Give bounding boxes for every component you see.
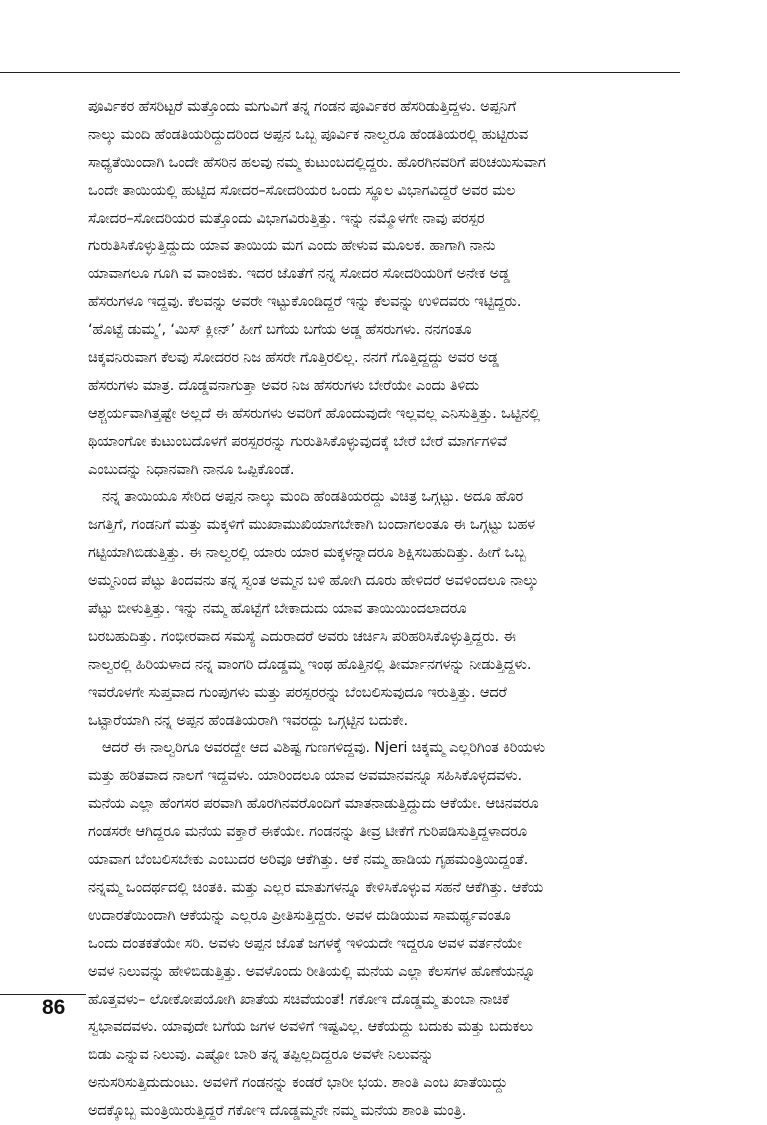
text-line: ಸಾಧ್ಯತೆಯಿಂದಾಗಿ ಒಂದೇ ಹೆಸರಿನ ಹಲವು ನಮ್ಮ ಕುಟುಂಬದಲ್ಲಿದ್ದರು. ಹೊರಗಿನವರಿಗೆ ಪರಿಚಯಿಸುವಾಗ <box>88 153 546 171</box>
text-line: ಯಾವಾಗಲೂ ಗೂಗಿ ವ ವಾಂಜಿಕು. ಇದರ ಜೊತೆಗೆ ನನ್ನ ಸೋದರ ಸೋದರಿಯರಿಗೆ ಅನೇಕ ಅಡ್ಡ <box>88 265 510 283</box>
text-line: ಹೆಸರುಗಳೂ ಇದ್ದವು. ಕೆಲವನ್ನು ಅವರೇ ಇಟ್ಟುಕೊಂಡಿದ್ದರೆ ಇನ್ನು ಕೆಲವನ್ನು ಉಳಿದವರು ಇಟ್ಟಿದ್ದರು. <box>88 293 522 311</box>
text-line: ನನ್ನಮ್ಮ ಒಂದರ್ಥದಲ್ಲಿ ಚಿಂತಕಿ. ಮತ್ತು ಎಲ್ಲರ ಮಾತುಗಳನ್ನೂ ಕೇಳಿಸಿಕೊಳ್ಳುವ ಸಹನೆ ಆಕೆಗಿತ್ತು. ಆಕೆಯ <box>88 878 544 896</box>
text-line: ಅದಕ್ಕೊಬ್ಬ ಮಂತ್ರಿಯಿರುತ್ತಿದ್ದರೆ ಗಕೋಇ ದೊಡ್ಡಮ್ಮನೇ ನಮ್ಮ ಮನೆಯ ಶಾಂತಿ ಮಂತ್ರಿ. <box>88 1102 467 1120</box>
text-line: ಚಿಕ್ಕವನಿರುವಾಗ ಕೆಲವು ಸೋದರರ ನಿಜ ಹೆಸರೇ ಗೊತ್ತಿರಲಿಲ್ಲ. ನನಗೆ ಗೊತ್ತಿದ್ದದ್ದು ಅವರ ಅಡ್ಡ <box>88 349 499 367</box>
text-line: ಮನೆಯ ಎಲ್ಲಾ ಹೆಂಗಸರ ಪರವಾಗಿ ಹೊರಗಿನವರೊಂದಿಗೆ ಮಾತನಾಡುತ್ತಿದ್ದುದು ಆಕೆಯೇ. ಆಚಿನವರೂ <box>88 795 539 813</box>
text-line: ಸೋದರ–ಸೋದರಿಯರ ಮತ್ತೊಂದು ವಿಭಾಗವಿರುತ್ತಿತ್ತು. ಇನ್ನು ನಮ್ಮೊಳಗೇ ನಾವು ಪರಸ್ಪರ <box>88 209 485 227</box>
paragraph <box>88 734 676 1124</box>
text-line: ಪೂರ್ವಿಕರ ಹೆಸರಿಟ್ಟರೆ ಮತ್ತೊಂದು ಮಗುವಿಗೆ ತನ್ನ ಗಂಡನ ಪೂರ್ವಿಕರ ಹೆಸರಿಡುತ್ತಿದ್ದಳು. ಅಪ್ಪನಿಗೆ <box>88 98 516 115</box>
text-line: ಹೆಸರುಗಳು ಮಾತ್ರ. ದೊಡ್ಡವನಾಗುತ್ತಾ ಅವರ ನಿಜ ಹೆಸರುಗಳು ಬೇರೆಯೇ ಎಂದು ತಿಳಿದು <box>88 376 479 394</box>
text-line: ನನ್ನ ತಾಯಿಯೂ ಸೇರಿದ ಅಪ್ಪನ ನಾಲ್ಕು ಮಂದಿ ಹೆಂಡತಿಯರದ್ದು ವಿಚಿತ್ರ ಒಗ್ಗಟ್ಟು. ಅದೂ ಹೊರ <box>102 488 524 506</box>
header-rule <box>0 72 680 73</box>
text-line: ನಾಲ್ಕು ಮಂದಿ ಹೆಂಡತಿಯರಿದ್ದುದರಿಂದ ಅಪ್ಪನ ಒಬ್ಬ ಪೂರ್ವಿಕ ನಾಲ್ವರೂ ಹೆಂಡತಿಯರಲ್ಲಿ ಹುಟ್ಟಿರುವ <box>88 125 529 143</box>
text-line: ಇವರೊಳಗೇ ಸುಪ್ತವಾದ ಗುಂಪುಗಳು ಮತ್ತು ಪರಸ್ಪರರನ್ನು ಬೆಂಬಲಿಸುವುದೂ ಇರುತ್ತಿತ್ತು. ಆದರೆ <box>88 683 507 701</box>
text-line: ಪೆಟ್ಟು ಬೀಳುತ್ತಿತ್ತು. ಇನ್ನು ನಮ್ಮ ಹೊಟ್ಟೆಗೆ ಬೇಕಾದುದು ಯಾವ ತಾಯಿಯಿಂದಲಾದರೂ <box>88 600 467 618</box>
text-line: ಗುರುತಿಸಿಕೊಳ್ಳುತ್ತಿದ್ದುದು ಯಾವ ತಾಯಿಯ ಮಗ ಎಂದು ಹೇಳುವ ಮೂಲಕ. ಹಾಗಾಗಿ ನಾನು <box>88 237 496 255</box>
text-line: ಆಶ್ಚರ್ಯವಾಗಿತ್ತಷ್ಟೇ ಅಲ್ಲದೆ ಈ ಹೆಸರುಗಳು ಅವರಿಗೆ ಹೊಂದುವುದೇ ಇಲ್ಲವಲ್ಲ ಎನಿಸುತ್ತಿತ್ತು. ಒಟ್ಟಿನಲ್ಲಿ <box>88 404 540 422</box>
paragraph <box>88 93 676 483</box>
text-line: ಮತ್ತು ಹರಿತವಾದ ನಾಲಗೆ ಇದ್ದವಳು. ಯಾರಿಂದಲೂ ಯಾವ ಅವಮಾನವನ್ನೂ ಸಹಿಸಿಕೊಳ್ಳದವಳು. <box>88 767 522 785</box>
footer-rule <box>0 994 86 995</box>
text-line: ನಾಲ್ವರಲ್ಲಿ ಹಿರಿಯಳಾದ ನನ್ನ ವಾಂಗರಿ ದೊಡ್ಡಮ್ಮ ಇಂಥ ಹೊತ್ತಿನಲ್ಲಿ ತೀರ್ಮಾನಗಳನ್ನು ನೀಡುತ್ತಿದ್ದಳು. <box>88 655 532 673</box>
text-line: ಗಂಡಸರೇ ಆಗಿದ್ದರೂ ಮನೆಯ ವಕ್ತಾರೆ ಈಕೆಯೇ. ಗಂಡನನ್ನು ತೀವ್ರ ಟೀಕೆಗೆ ಗುರಿಪಡಿಸುತ್ತಿದ್ದಳಾದರೂ <box>88 823 527 841</box>
paragraph <box>88 483 676 734</box>
text-line: ಗಟ್ಟಿಯಾಗಿಬಿಡುತ್ತಿತ್ತು. ಈ ನಾಲ್ವರಲ್ಲಿ ಯಾರು ಯಾರ ಮಕ್ಕಳನ್ನಾದರೂ ಶಿಕ್ಷಿಸಬಹುದಿತ್ತು. ಹೀಗೆ ಒಬ್ಬ <box>88 544 526 562</box>
text-line: ಅನುಸರಿಸುತ್ತಿದುದುಂಟು. ಅವಳಿಗೆ ಗಂಡನನ್ನು ಕಂಡರೆ ಭಾರೀ ಭಯ. ಶಾಂತಿ ಎಂಬ ಖಾತೆಯಿದ್ದು <box>88 1074 508 1092</box>
text-line: ಜಗತ್ತಿಗೆ, ಗಂಡನಿಗೆ ಮತ್ತು ಮಕ್ಕಳಿಗೆ ಮುಖಾಮುಖಿಯಾಗಬೇಕಾಗಿ ಬಂದಾಗಲಂತೂ ಈ ಒಗ್ಗಟ್ಟು ಬಹಳ <box>88 516 535 534</box>
text-line: ಎಂಬುದನ್ನು ನಿಧಾನವಾಗಿ ನಾನೂ ಒಪ್ಪಿಕೊಂಡೆ. <box>88 460 295 478</box>
text-line: ಉದಾರತೆಯಿಂದಾಗಿ ಆಕೆಯನ್ನು ಎಲ್ಲರೂ ಪ್ರೀತಿಸುತ್ತಿದ್ದರು. ಅವಳ ದುಡಿಯುವ ಸಾಮರ್ಥ್ಯವಂತೂ <box>88 906 511 924</box>
text-line: ಅವಳ ನಿಲುವನ್ನು ಹೇಳಿಬಿಡುತ್ತಿತ್ತು. ಅವಳೊಂದು ರೀತಿಯಲ್ಲಿ ಮನೆಯ ಎಲ್ಲಾ ಕೆಲಸಗಳ ಹೊಣೆಯನ್ನೂ <box>88 962 536 980</box>
text-line: ‘ಹೊಟ್ಟೆ ಡುಮ್ಮ’, ‘ಮಿಸ್ ಕ್ಲೀನ್’ ಹೀಗೆ ಬಗೆಯ ಬಗೆಯ ಅಡ್ಡ ಹೆಸರುಗಳು. ನನಗಂತೂ <box>88 321 472 339</box>
text-line: ಸ್ವಭಾವದವಳು. ಯಾವುದೇ ಬಗೆಯ ಜಗಳ ಅವಳಿಗೆ ಇಷ್ಟವಿಲ್ಲ. ಆಕೆಯದ್ದು ಬದುಕು ಮತ್ತು ಬದುಕಲು <box>88 1018 533 1036</box>
text-line: ಒಂದು ದಂತಕತೆಯೇ ಸರಿ. ಅವಳು ಅಪ್ಪನ ಜೊತೆ ಜಗಳಕ್ಕೆ ಇಳಿಯದೇ ಇದ್ದರೂ ಅವಳ ವರ್ತನೆಯೇ <box>88 934 522 952</box>
text-line: ಬರಬಹುದಿತ್ತು. ಗಂಭೀರವಾದ ಸಮಸ್ಯೆ ಎದುರಾದರೆ ಅವರು ಚರ್ಚಿಸಿ ಪರಿಹರಿಸಿಕೊಳ್ಳುತ್ತಿದ್ದರು. ಈ <box>88 627 516 645</box>
text-line: ಒಂದೇ ತಾಯಿಯಲ್ಲಿ ಹುಟ್ಟಿದ ಸೋದರ–ಸೋದರಿಯರ ಒಂದು ಸ್ಥೂಲ ವಿಭಾಗವಿದ್ದರೆ ಅವರ ಮಲ <box>88 181 516 199</box>
text-line: ಹೊತ್ತವಳು– ಲೋಕೋಪಯೋಗಿ ಖಾತೆಯ ಸಚಿವೆಯಂತೆ! ಗಕೋಇ ದೊಡ್ಡಮ್ಮ ತುಂಬಾ ನಾಚಿಕೆ <box>88 990 510 1008</box>
page-body <box>88 93 676 1125</box>
text-line: ಅಮ್ಮನಿಂದ ಪೆಟ್ಟು ತಿಂದವನು ತನ್ನ ಸ್ವಂತ ಅಮ್ಮನ ಬಳಿ ಹೋಗಿ ದೂರು ಹೇಳಿದರೆ ಅವಳಿಂದಲೂ ನಾಲ್ಕು <box>88 572 539 590</box>
text-line: ಥಿಯಾಂಗೋ ಕುಟುಂಬದೊಳಗೆ ಪರಸ್ಪರರನ್ನು ಗುರುತಿಸಿಕೊಳ್ಳುವುದಕ್ಕೆ ಬೇರೆ ಬೇರೆ ಮಾರ್ಗಗಳಿವೆ <box>88 432 507 450</box>
text-line: ಯಾವಾಗ ಬೆಂಬಲಿಸಬೇಕು ಎಂಬುದರ ಅರಿವೂ ಆಕೆಗಿತ್ತು. ಆಕೆ ನಮ್ಮ ಹಾಡಿಯ ಗೃಹಮಂತ್ರಿಯಿದ್ದಂತೆ. <box>88 851 529 869</box>
text-line: ಆದರೆ ಈ ನಾಲ್ವರಿಗೂ ಅವರದ್ದೇ ಆದ ವಿಶಿಷ್ಟ ಗುಣಗಳಿದ್ದವು. Njeri ಚಿಕ್ಕಮ್ಮ ಎಲ್ಲರಿಗಿಂತ ಕಿರಿಯಳು <box>102 739 545 757</box>
text-line: ಬಿಡು ಎನ್ನುವ ನಿಲುವು. ಎಷ್ಟೋ ಬಾರಿ ತನ್ನ ತಪ್ಪಿಲ್ಲದಿದ್ದರೂ ಅವಳೇ ನಿಲುವನ್ನು <box>88 1046 434 1064</box>
page-number: 86 <box>42 996 66 1019</box>
text-line: ಒಟ್ಟಾರೆಯಾಗಿ ನನ್ನ ಅಪ್ಪನ ಹೆಂಡತಿಯರಾಗಿ ಇವರದ್ದು ಒಗ್ಗಟ್ಟಿನ ಬದುಕೇ. <box>88 711 408 729</box>
